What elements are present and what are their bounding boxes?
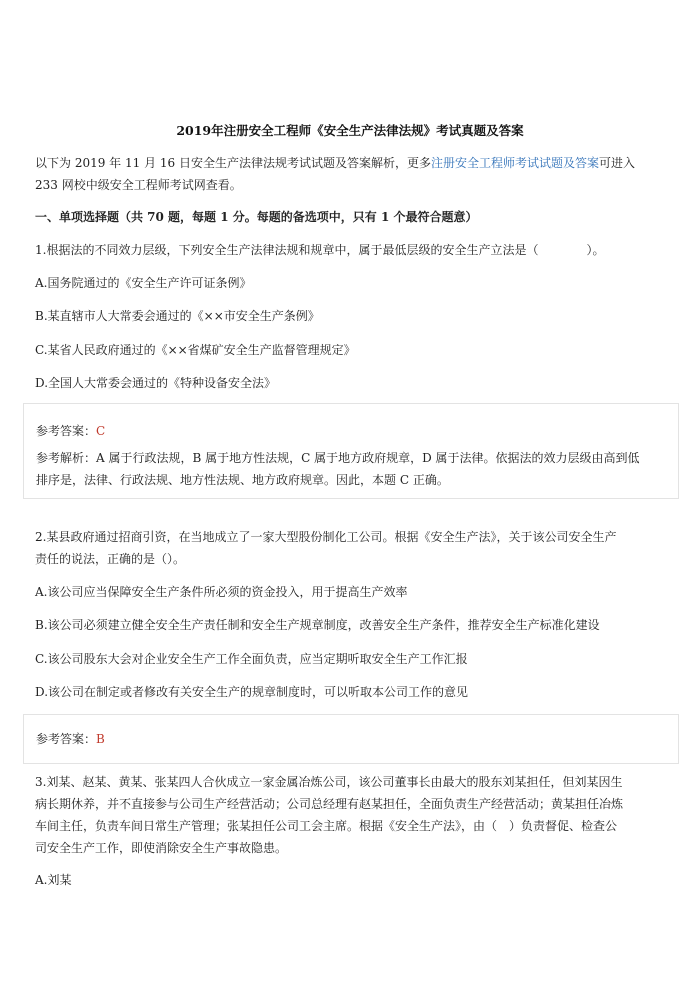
answer-label: 参考答案： [36,424,97,438]
section-heading: 一、单项选择题（共 70 题，每题 1 分。每题的备选项中，只有 1 个最符合题意） [35,210,478,224]
question-1-option-a: A.国务院通过的《安全生产许可证条例》 [35,276,252,290]
question-3-option-a: A.刘某 [35,873,72,887]
answer-value: B [96,732,105,746]
question-3-stem-line-3: 车间主任，负责车间日常生产管理；张某担任公司工会主席。根据《安全生产法》，由（ ）负责督促、检查公 [35,819,618,833]
question-1-option-d: D.全国人大常委会通过的《特种设备安全法》 [35,376,277,390]
intro-line-2: 233 网校中级安全工程师考试网查看。 [35,178,242,192]
question-3-stem-line-2: 病长期休养，并不直接参与公司生产经营活动；公司总经理有赵某担任，全面负责生产经营活动；黄某担任冶炼 [35,797,624,811]
question-3-stem-line-4: 司安全生产工作，即使消除安全生产事故隐患。 [35,841,288,855]
question-2-option-a: A.该公司应当保障安全生产条件所必须的资金投入，用于提高生产效率 [35,585,408,599]
question-1-analysis-line-1: 参考解析：A 属于行政法规，B 属于地方性法规，C 属于地方政府规章，D 属于法律。依据法的效力层级由高到低 [36,451,640,465]
question-2-stem-line-2: 责任的说法，正确的是（）。 [35,552,186,566]
question-1-analysis-line-2: 排序是，法律、行政法规、地方性法规、地方政府规章。因此，本题 C 正确。 [36,473,449,487]
question-2-stem-line-1: 2.某县政府通过招商引资，在当地成立了一家大型股份制化工公司。根据《安全生产法》，关于该公司安全生产 [35,530,617,544]
question-1-answer-box [23,403,679,499]
intro-line-1 [35,153,635,173]
question-2-option-d: D.该公司在制定或者修改有关安全生产的规章制度时，可以听取本公司工作的意见 [35,685,469,699]
question-3-stem-line-1: 3.刘某、赵某、黄某、张某四人合伙成立一家金属冶炼公司，该公司董事长由最大的股东刘某担任，但刘某因生 [35,775,623,789]
exam-answers-link[interactable]: 注册安全工程师考试试题及答案 [430,156,599,170]
question-1-answer [36,421,105,441]
intro-text-tail: 可进入 [598,156,635,170]
intro-text: 以下为 2019 年 11 月 16 日安全生产法律法规考试试题及答案解析，更多 [35,156,431,170]
question-1-option-c: C.某省人民政府通过的《××省煤矿安全生产监督管理规定》 [35,343,356,357]
question-2-answer-box [23,714,679,764]
answer-label: 参考答案： [36,732,97,746]
document-title: 2019年注册安全工程师《安全生产法律法规》考试真题及答案 [176,123,524,138]
question-1-stem: 1.根据法的不同效力层级，下列安全生产法律法规和规章中，属于最低层级的安全生产立法是（ ）。 [35,243,605,257]
question-2-option-c: C.该公司股东大会对企业安全生产工作全面负责，应当定期听取安全生产工作汇报 [35,652,468,666]
question-1-option-b: B.某直辖市人大常委会通过的《××市安全生产条例》 [35,309,320,323]
question-2-option-b: B.该公司必须建立健全安全生产责任制和安全生产规章制度，改善安全生产条件，推荐安全生产标准化建设 [35,618,600,632]
question-2-answer [36,729,105,749]
answer-value: C [96,424,106,438]
